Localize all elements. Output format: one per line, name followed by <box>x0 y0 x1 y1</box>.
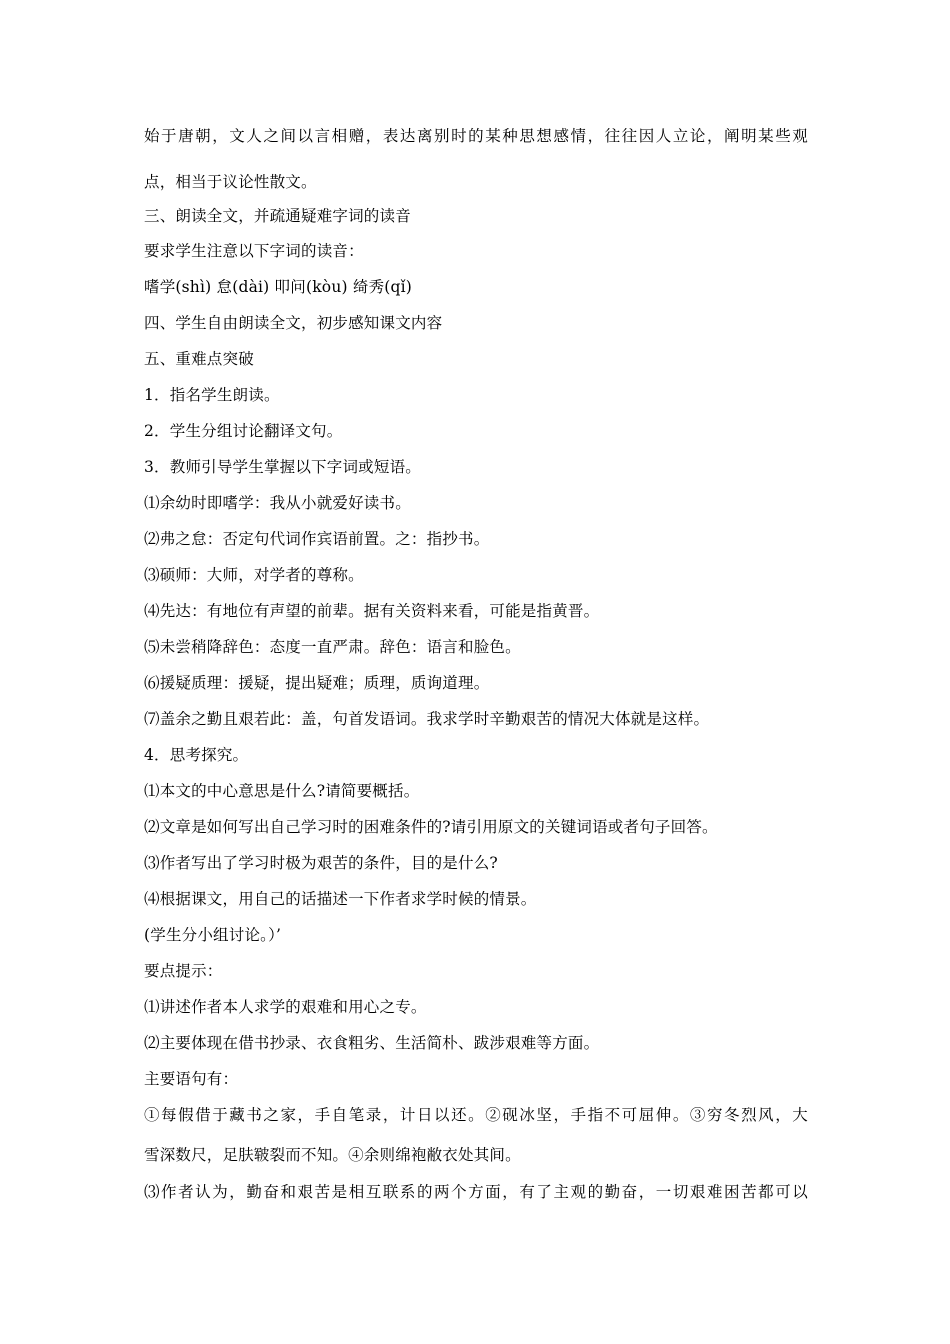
paragraph-line: 雪深数尺，足肤皲裂而不知。④余则绵袍敝衣处其间。 <box>144 1146 521 1164</box>
list-item: ⑴本文的中心意思是什么?请简要概括。 <box>144 782 420 800</box>
list-item: ⑵弗之怠：否定句代词作宾语前置。之：指抄书。 <box>144 530 490 548</box>
paragraph-line: 点，相当于议论性散文。 <box>144 173 317 191</box>
list-item: ⑶硕师：大师，对学者的尊称。 <box>144 566 364 584</box>
list-item: ⑺盖余之勤且艰若此：盖，句首发语词。我求学时辛勤艰苦的情况大体就是这样。 <box>144 710 710 728</box>
list-item: 4．思考探究。 <box>144 746 249 764</box>
pronunciation-line: 嗜学(shì) 怠(dài) 叩问(kòu) 绮秀(qǐ) <box>144 278 413 296</box>
list-item: ⑷根据课文，用自己的话描述一下作者求学时候的情景。 <box>144 890 537 908</box>
list-item: ⑶作者认为，勤奋和艰苦是相互联系的两个方面，有了主观的勤奋，一切艰难困苦都可以 <box>144 1183 808 1201</box>
paragraph-line: 要点提示： <box>144 962 223 980</box>
list-item: ⑵文章是如何写出自己学习时的困难条件的?请引用原文的关键词语或者句子回答。 <box>144 818 718 836</box>
section-heading: 三、朗读全文，并疏通疑难字词的读音 <box>144 207 411 225</box>
list-item: 2．学生分组讨论翻译文句。 <box>144 422 343 440</box>
list-item: ⑸未尝稍降辞色：态度一直严肃。辞色：语言和脸色。 <box>144 638 521 656</box>
paragraph-line: (学生分小组讨论。）’ <box>144 926 282 944</box>
section-heading: 五、重难点突破 <box>144 350 254 368</box>
list-item: ⑵主要体现在借书抄录、衣食粗劣、生活简朴、跋涉艰难等方面。 <box>144 1034 600 1052</box>
list-item: 3．教师引导学生掌握以下字词或短语。 <box>144 458 421 476</box>
section-heading: 四、学生自由朗读全文，初步感知课文内容 <box>144 314 443 332</box>
list-item: ⑹援疑质理：援疑，提出疑难；质理，质询道理。 <box>144 674 490 692</box>
list-item: ⑶作者写出了学习时极为艰苦的条件，目的是什么? <box>144 854 498 872</box>
paragraph-line: 主要语句有： <box>144 1070 239 1088</box>
paragraph-line: ①每假借于藏书之家，手自笔录，计日以还。②砚冰坚，手指不可屈伸。③穷冬烈风，大 <box>144 1106 808 1124</box>
list-item: 1．指名学生朗读。 <box>144 386 280 404</box>
paragraph-line: 始于唐朝，文人之间以言相赠，表达离别时的某种思想感情，往往因人立论，阐明某些观 <box>144 127 808 145</box>
list-item: ⑴余幼时即嗜学：我从小就爱好读书。 <box>144 494 411 512</box>
list-item: ⑴讲述作者本人求学的艰难和用心之专。 <box>144 998 427 1016</box>
paragraph-line: 要求学生注意以下字词的读音： <box>144 242 364 260</box>
list-item: ⑷先达：有地位有声望的前辈。据有关资料来看，可能是指黄晋。 <box>144 602 600 620</box>
